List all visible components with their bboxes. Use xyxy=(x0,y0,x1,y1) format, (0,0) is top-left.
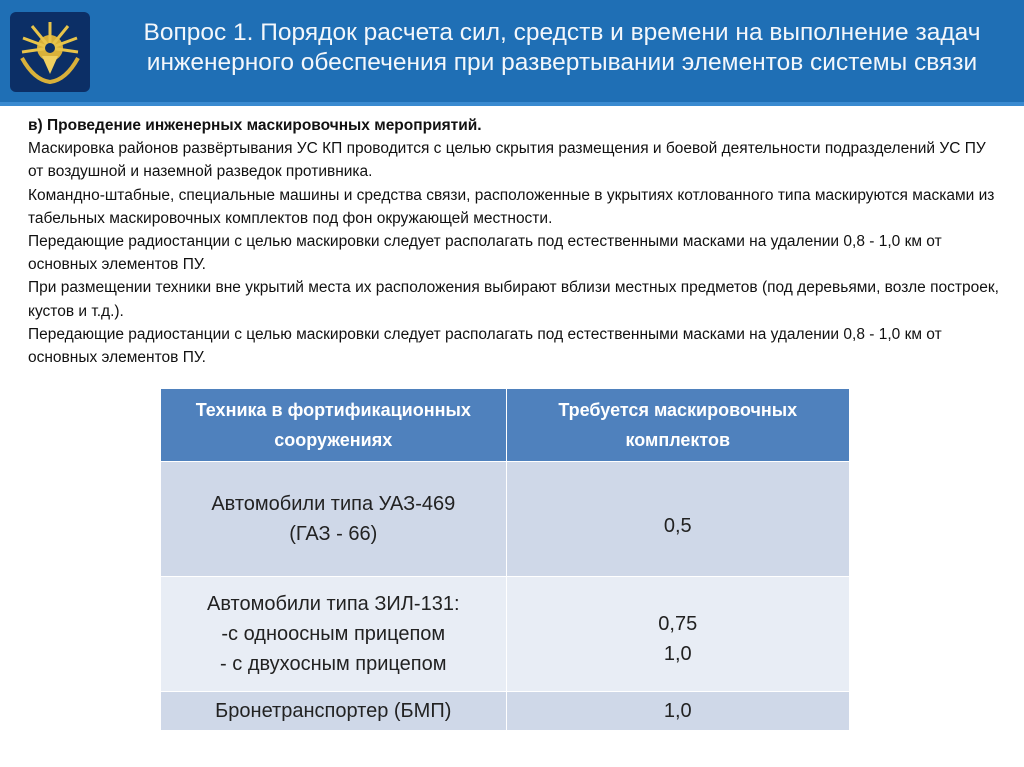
table-row xyxy=(161,462,850,577)
table-header-row xyxy=(161,389,850,462)
kits-value-cell: 0,5 xyxy=(506,462,849,577)
paragraph: При размещении техники вне укрытий места их расположения выбирают вблизи местных предметов (под деревьями, возле построек, кустов и т.д.). xyxy=(28,279,999,320)
subsection-heading: в) Проведение инженерных маскировочных мероприятий. xyxy=(28,117,482,134)
paragraph: Командно-штабные, специальные машины и средства связи, расположенные в укрытиях котлованного типа маскируются масками из табельных маскировочных комплектов под фон окружающей местности. xyxy=(28,186,995,227)
column-header-kits: Требуется маскировочных комплектов xyxy=(506,389,849,462)
table-row xyxy=(161,577,850,692)
kits-value-cell: 0,75 1,0 xyxy=(506,577,849,692)
paragraph: Передающие радиостанции с целью маскировки следует располагать под естественными масками на удалении 0,8 - 1,0 км от основных элементов ПУ. xyxy=(28,325,942,367)
slide-title-line2: инженерного обеспечения при развертывании элементов системы связи xyxy=(146,49,978,76)
slide-title xyxy=(112,18,1012,78)
paragraph: Маскировка районов развёртывания УС КП проводится с целью скрытия размещения и боевой деятельности подразделений УС ПУ от воздушной и наземной разведок противника. xyxy=(28,140,986,181)
column-header-equipment: Техника в фортификационных сооружениях xyxy=(161,389,507,462)
slide-header xyxy=(0,0,1024,106)
equipment-cell: Бронетранспортер (БМП) xyxy=(161,692,507,731)
table-row xyxy=(161,692,850,731)
equipment-cell: Автомобили типа УАЗ-469 (ГАЗ - 66) xyxy=(161,462,507,577)
camouflage-kits-table xyxy=(160,388,850,731)
equipment-cell: Автомобили типа ЗИЛ-131: -с одноосным прицепом - с двухосным прицепом xyxy=(161,577,507,692)
paragraph: Передающие радиостанции с целью маскировки следует располагать под естественными масками на удалении 0,8 - 1,0 км от основных элементов ПУ. xyxy=(28,233,942,274)
military-emblem-icon xyxy=(10,12,90,92)
body-text xyxy=(28,114,1003,369)
slide-title-line1: Вопрос 1. Порядок расчета сил, средств и времени на выполнение задач xyxy=(143,19,981,46)
kits-value-cell: 1,0 xyxy=(506,692,849,731)
